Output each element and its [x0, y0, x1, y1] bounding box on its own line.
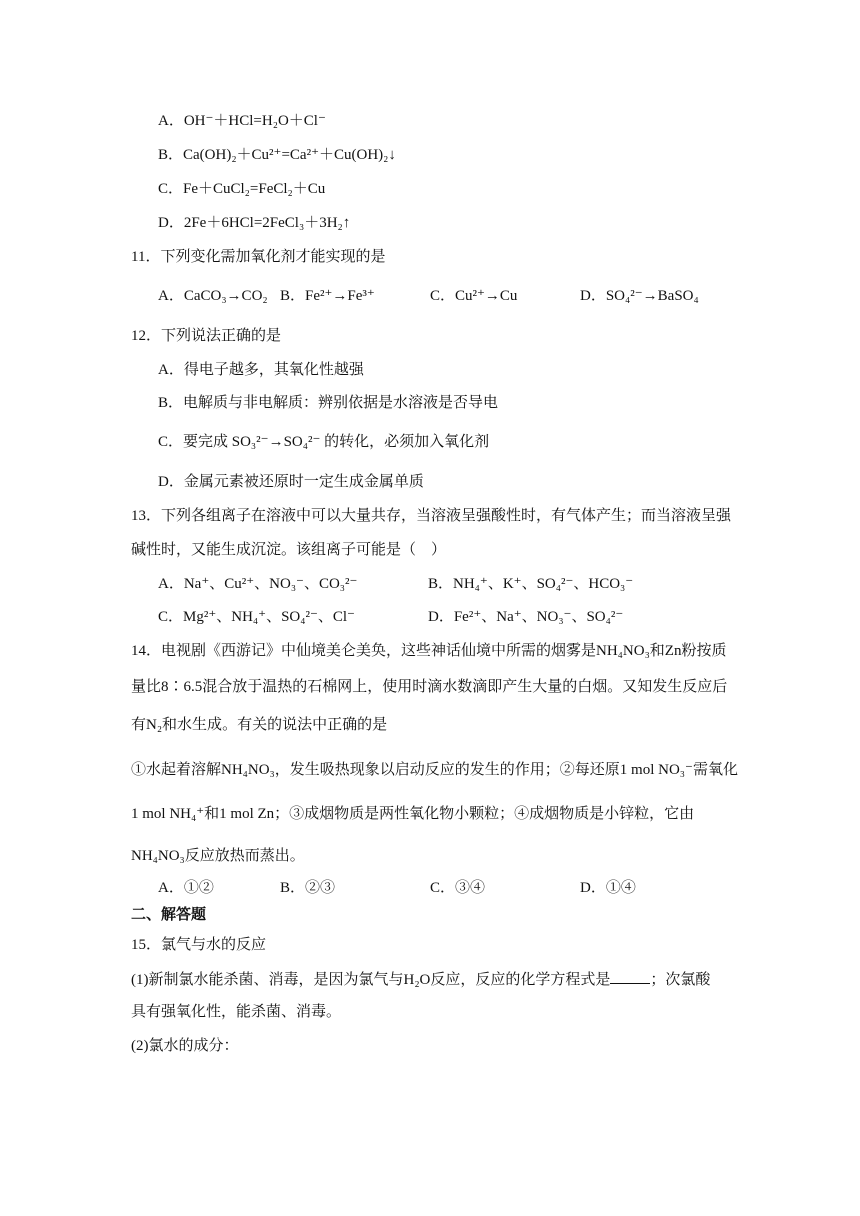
q10-option-c: C．Fe＋CuCl₂=FeCl₂＋Cu	[158, 181, 326, 197]
q10-option-d: D．2Fe＋6HCl=2FeCl₃＋3H₂↑	[158, 215, 351, 231]
q11-option-a: A．CaCO₃→CO₂	[158, 288, 268, 304]
q13-stem-line2: 碱性时，又能生成沉淀。该组离子可能是（ ）	[131, 542, 447, 558]
q13-option-d: D．Fe²⁺、Na⁺、NO₃⁻、SO₄²⁻	[428, 609, 624, 625]
q14-stem-line3: 有N₂和水生成。有关的说法中正确的是	[131, 717, 388, 733]
q12-stem: 12．下列说法正确的是	[131, 328, 282, 344]
q14-option-d: D．①④	[580, 880, 636, 896]
q15-part1-line1	[131, 969, 710, 990]
q13-options-row1	[158, 574, 698, 594]
q11-option-c: C．Cu²⁺→Cu	[430, 288, 518, 304]
q11-stem: 11．下列变化需加氧化剂才能实现的是	[131, 249, 386, 265]
q11-option-b: B．Fe²⁺→Fe³⁺	[280, 288, 375, 304]
q14-options	[158, 878, 658, 898]
q15-part1-text: (1)新制氯水能杀菌、消毒，是因为氯气与H₂O反应，反应的化学方程式是	[131, 972, 611, 988]
q11-option-d: D．SO₄²⁻→BaSO₄	[580, 288, 699, 304]
q13-option-b: B．NH₄⁺、K⁺、SO₄²⁻、HCO₃⁻	[428, 576, 634, 592]
q10-option-a: A．OH⁻＋HCl=H₂O＋Cl⁻	[158, 113, 326, 129]
q15-stem: 15．氯气与水的反应	[131, 937, 267, 953]
q13-options-row2	[158, 607, 698, 627]
q14-stem-line1: 14．电视剧《西游记》中仙境美仑美奂，这些神话仙境中所需的烟雾是NH₄NO₃和Zn粉按质	[131, 643, 727, 659]
q10-option-b: B．Ca(OH)₂＋Cu²⁺=Ca²⁺＋Cu(OH)₂↓	[158, 147, 396, 163]
q14-option-b: B．②③	[280, 880, 336, 896]
section-heading: 二、解答题	[131, 907, 207, 923]
q13-option-a: A．Na⁺、Cu²⁺、NO₃⁻、CO₃²⁻	[158, 576, 358, 592]
q12-option-d: D．金属元素被还原时一定生成金属单质	[158, 474, 424, 490]
q12-option-b: B．电解质与非电解质：辨别依据是水溶液是否导电	[158, 395, 499, 411]
q12-option-c: C．要完成 SO₃²⁻→SO₄²⁻ 的转化，必须加入氧化剂	[158, 434, 490, 450]
q13-stem-line1: 13．下列各组离子在溶液中可以大量共存，当溶液呈强酸性时，有气体产生；而当溶液呈强	[131, 508, 732, 524]
q14-statement-line2: 1 mol NH₄⁺和1 mol Zn；③成烟物质是两性氧化物小颗粒；④成烟物质是小锌粒，它由	[131, 806, 695, 822]
q14-statement-line1: ①水起着溶解NH₄NO₃，发生吸热现象以启动反应的发生的作用；②每还原1 mol NO₃⁻需氧化	[131, 762, 738, 778]
answer-blank[interactable]	[610, 969, 650, 984]
q15-part2: (2)氯水的成分：	[131, 1038, 239, 1054]
q14-option-a: A．①②	[158, 880, 214, 896]
q12-option-a: A．得电子越多，其氧化性越强	[158, 362, 364, 378]
q15-part1-tail: ；次氯酸	[650, 972, 711, 988]
q15-part1-line2: 具有强氧化性，能杀菌、消毒。	[131, 1004, 342, 1020]
q11-options	[158, 286, 718, 306]
q13-option-c: C．Mg²⁺、NH₄⁺、SO₄²⁻、Cl⁻	[158, 609, 355, 625]
q14-option-c: C．③④	[430, 880, 486, 896]
q14-statement-line3: NH₄NO₃反应放热而蒸出。	[131, 848, 305, 864]
q14-stem-line2: 量比8∶6.5混合放于温热的石棉网上，使用时滴水数滴即产生大量的白烟。又知发生反应后	[131, 679, 728, 695]
